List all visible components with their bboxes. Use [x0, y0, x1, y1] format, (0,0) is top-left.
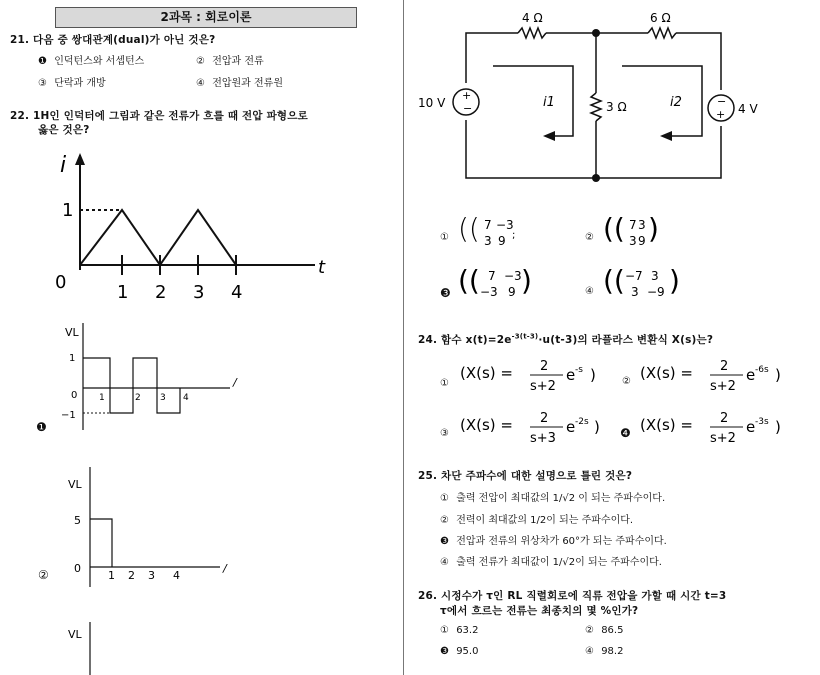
q26-option-1[interactable] — [440, 625, 478, 636]
x-axis-arrow: / — [223, 562, 227, 575]
paren: ) — [775, 418, 781, 436]
minus-sign: − — [463, 102, 473, 115]
q24-formula-1 — [460, 352, 610, 400]
question-21: 21. 다음 중 쌍대관계(dual)가 아닌 것은? — [10, 34, 216, 46]
option-text: 63.2 — [456, 625, 479, 636]
option-text: 전압과 전류의 위상차가 60°가 되는 주파수이다. — [456, 536, 667, 547]
y-axis-label: VL — [68, 628, 82, 641]
plus-sign: + — [462, 89, 472, 102]
v1-label: 10 V — [418, 96, 446, 110]
exponent: -6s — [755, 365, 769, 375]
q21-option-2[interactable] — [196, 52, 264, 67]
wire — [466, 33, 518, 83]
m10: 3 — [484, 234, 492, 248]
q26-option-4[interactable] — [585, 646, 623, 657]
m01: 3 — [651, 269, 659, 283]
exponent: -s — [575, 365, 583, 375]
y-tick-5: 5 — [74, 514, 81, 527]
e-symbol: e — [566, 366, 576, 384]
q23-matrix-2 — [603, 212, 663, 252]
q22-option-2-graph[interactable] — [60, 462, 260, 592]
i1-label: i1 — [543, 95, 555, 110]
column-divider — [403, 0, 404, 675]
question-22: 22. 1H인 인덕터에 그림과 같은 전류가 흐를 때 전압 파형으로 — [10, 110, 308, 122]
q26-option-3[interactable] — [440, 646, 478, 657]
y-tick-1: 1 — [62, 200, 74, 221]
y-tick-minus1: −1 — [61, 410, 76, 421]
option-mark: ③ — [440, 428, 449, 439]
x-tick-label-0: 0 — [55, 272, 67, 293]
paren: ) — [775, 366, 781, 384]
y-axis-label: i — [60, 153, 67, 178]
question-25: 25. 차단 주파수에 대한 설명으로 틀린 것은? — [418, 470, 633, 482]
x-tick-label-3: 3 — [193, 282, 205, 300]
voltage-waveform — [83, 358, 180, 413]
lhs: (X(s) = — [640, 416, 693, 434]
option-mark: ❹ — [620, 426, 631, 440]
q23-option-3[interactable] — [440, 286, 453, 300]
option-mark: ③ — [38, 78, 47, 89]
x-axis-label: t — [318, 257, 326, 278]
q24-option-3[interactable] — [440, 428, 453, 439]
m10: −3 — [480, 285, 498, 299]
option-text: 출력 전압이 최대값의 1/√2 이 되는 주파수이다. — [456, 493, 666, 504]
paren: (( — [458, 264, 480, 297]
q21-option-1[interactable] — [38, 52, 144, 67]
e-symbol: e — [746, 366, 756, 384]
voltage-waveform — [90, 519, 112, 567]
q26-option-2[interactable] — [585, 625, 623, 636]
question-26-line2: τ에서 흐르는 전류는 최종치의 몇 %인가? — [440, 605, 639, 617]
x-tick-label-3: 3 — [160, 393, 166, 403]
option-mark: ② — [440, 515, 449, 526]
resistor-6ohm — [648, 28, 676, 38]
q21-option-3[interactable] — [38, 74, 106, 89]
denominator: s+2 — [710, 379, 736, 394]
m11: 9 — [508, 285, 516, 299]
m10: 3 — [629, 234, 637, 248]
subject-header: 2과목 : 회로이론 — [55, 7, 357, 28]
m11: 9 — [498, 234, 506, 248]
q24-option-2[interactable] — [622, 376, 635, 387]
mesh-current-arrow-1 — [493, 66, 573, 136]
r2-label: 6 Ω — [650, 11, 671, 25]
option-mark: ❶ — [38, 56, 47, 67]
r1-label: 4 Ω — [522, 11, 543, 25]
question-26: 26. 시정수가 τ인 RL 직렬회로에 직류 전압을 가할 때 시간 t=3 — [418, 590, 727, 602]
paren: ) — [648, 212, 659, 245]
resistor-3ohm — [591, 93, 601, 121]
e-symbol: e — [746, 418, 756, 436]
wire — [466, 120, 721, 178]
q23-matrix-1 — [458, 212, 528, 252]
node-dot — [592, 174, 600, 182]
m11: 9 — [638, 234, 646, 248]
option-mark: ④ — [585, 646, 594, 657]
option-mark: ❸ — [440, 536, 449, 547]
q22-option-1-mark[interactable]: ❶ — [36, 420, 47, 434]
x-tick-label-2: 2 — [155, 282, 167, 300]
denominator: s+2 — [710, 431, 736, 446]
wire — [676, 33, 721, 90]
paren: ) — [590, 366, 596, 384]
q25-option-2[interactable] — [440, 511, 633, 526]
mesh-current-arrow-2 — [622, 66, 702, 136]
arrow-head — [660, 131, 672, 141]
q22-option-1-graph[interactable] — [55, 318, 255, 438]
option-text: 출력 전류가 최대값이 1/√2이 되는 주파수이다. — [456, 557, 662, 568]
q22-option-3-graph[interactable] — [60, 620, 120, 675]
x-tick-label-2: 2 — [135, 393, 141, 403]
mesh-circuit-diagram — [418, 8, 778, 188]
paren: ) — [521, 264, 532, 297]
x-tick-label-2: 2 — [128, 569, 135, 582]
m11: −9 — [647, 285, 665, 299]
i2-label: i2 — [670, 95, 682, 110]
option-mark: ④ — [196, 78, 205, 89]
q24-exponent: -3(t-3) — [511, 332, 539, 341]
question-22-line2: 옳은 것은? — [38, 124, 90, 136]
q24-option-1[interactable] — [440, 378, 453, 389]
r3-label: 3 Ω — [606, 100, 627, 114]
option-mark: ❸ — [440, 646, 449, 657]
q21-option-4[interactable] — [196, 74, 283, 89]
paren: (( — [603, 264, 625, 297]
option-text: 전압원과 전류원 — [212, 78, 283, 89]
lhs: (X(s) = — [460, 364, 513, 382]
q23-option-2[interactable] — [585, 232, 598, 243]
x-axis-arrow: / — [233, 376, 237, 389]
option-mark: ❸ — [440, 286, 451, 300]
m01: −3 — [504, 269, 522, 283]
m00: −7 — [625, 269, 643, 283]
numerator: 2 — [540, 411, 549, 426]
y-axis-label: VL — [65, 326, 79, 339]
q23-option-1[interactable] — [440, 232, 453, 243]
y-tick-1: 1 — [69, 353, 76, 364]
q22-option-2-mark[interactable]: ② — [38, 568, 49, 582]
option-text: 98.2 — [601, 646, 624, 657]
x-tick-label-4: 4 — [183, 393, 189, 403]
paren: ) — [669, 264, 680, 297]
option-text: 전압과 전류 — [212, 56, 264, 67]
exponent: -2s — [575, 417, 589, 427]
node-dot — [592, 29, 600, 37]
y-tick-0: 0 — [74, 562, 81, 575]
numerator: 2 — [720, 411, 729, 426]
minus-sign: − — [717, 95, 727, 108]
exponent: -3s — [755, 417, 769, 427]
v2-label: 4 V — [738, 102, 758, 116]
option-mark: ① — [440, 493, 449, 504]
option-text: 전력이 최대값의 1/2이 되는 주파수이다. — [456, 515, 634, 526]
plus-sign: + — [716, 108, 726, 121]
y-tick-0: 0 — [71, 390, 78, 401]
x-tick-label-3: 3 — [148, 569, 155, 582]
m01: −3 — [496, 218, 514, 232]
denominator: s+3 — [530, 431, 556, 446]
x-tick-label-1: 1 — [99, 393, 105, 403]
option-text: 인덕턴스와 서셉턴스 — [54, 56, 145, 67]
resistor-4ohm — [518, 28, 546, 38]
option-text: 단락과 개방 — [54, 78, 106, 89]
paren: ) — [594, 418, 600, 436]
y-axis-arrow — [75, 153, 85, 165]
option-text: 95.0 — [456, 646, 479, 657]
lhs: (X(s) = — [460, 416, 513, 434]
option-mark: ② — [585, 625, 594, 636]
arrow-head — [543, 131, 555, 141]
option-text: 86.5 — [601, 625, 624, 636]
q24-text-after: ·u(t-3)의 라플라스 변환식 X(s)는? — [538, 334, 714, 346]
m00: 7 — [484, 218, 492, 232]
option-mark: ② — [196, 56, 205, 67]
option-mark: ① — [440, 625, 449, 636]
e-symbol: e — [566, 418, 576, 436]
question-24 — [418, 332, 713, 347]
q25-option-1[interactable] — [440, 489, 665, 504]
option-mark: ① — [440, 232, 449, 243]
current-waveform — [80, 210, 236, 265]
semicolon: ; — [512, 230, 516, 241]
option-mark: ④ — [585, 286, 594, 297]
numerator: 2 — [720, 359, 729, 374]
q24-formula-4 — [640, 404, 790, 452]
option-mark: ④ — [440, 557, 449, 568]
m01: 3 — [638, 218, 646, 232]
current-waveform-graph — [50, 150, 340, 300]
lhs: (X(s) = — [640, 364, 693, 382]
x-tick-label-1: 1 — [108, 569, 115, 582]
x-tick-label-1: 1 — [117, 282, 129, 300]
x-tick-label-4: 4 — [173, 569, 180, 582]
q23-matrix-3 — [458, 262, 538, 304]
x-tick-label-4: 4 — [231, 282, 243, 300]
q23-matrix-4 — [603, 262, 688, 304]
y-axis-label: VL — [68, 478, 82, 491]
m00: 7 — [629, 218, 637, 232]
option-mark: ① — [440, 378, 449, 389]
q23-option-4[interactable] — [585, 286, 598, 297]
q25-option-4[interactable] — [440, 553, 662, 568]
m00: 7 — [488, 269, 496, 283]
m10: 3 — [631, 285, 639, 299]
q24-formula-2 — [640, 352, 790, 400]
option-mark: ② — [585, 232, 594, 243]
denominator: s+2 — [530, 379, 556, 394]
q25-option-3[interactable] — [440, 532, 667, 547]
q24-text: 24. 함수 x(t)=2e — [418, 334, 512, 346]
option-mark: ② — [622, 376, 631, 387]
numerator: 2 — [540, 359, 549, 374]
q24-option-4[interactable] — [620, 426, 633, 440]
paren: (( — [603, 212, 625, 245]
q24-formula-3 — [460, 404, 610, 452]
paren: (( — [458, 212, 480, 245]
